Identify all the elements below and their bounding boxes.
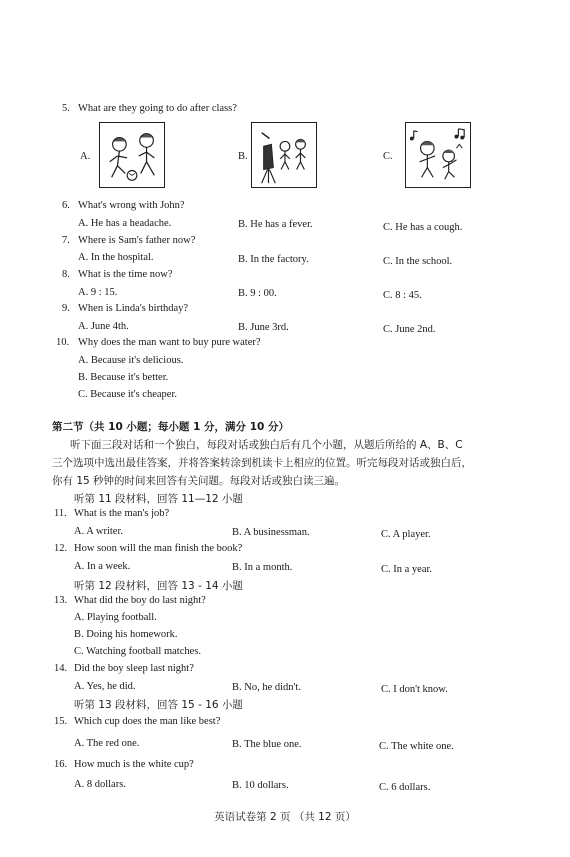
q10-option-a: A. Because it's delicious. (78, 355, 184, 366)
q10-option-b: B. Because it's better. (78, 372, 169, 383)
question-5-number: 5. (62, 103, 70, 114)
material-12-instruction: 听第 12 段材料，回答 13 - 14 小题 (74, 580, 243, 592)
q5-option-a-picture (99, 122, 165, 188)
question-7-text: Where is Sam's father now? (78, 235, 196, 246)
q5-option-c-letter: C. (383, 151, 393, 162)
q5-option-b-letter: B. (238, 151, 248, 162)
question-10-text: Why does the man want to buy pure water? (78, 337, 261, 348)
question-8-number: 8. (62, 269, 70, 280)
question-14-number: 14. (54, 663, 68, 674)
question-6-number: 6. (62, 200, 70, 211)
q8-option-c: C. 8 : 45. (383, 290, 422, 301)
question-11-text: What is the man's job? (74, 508, 170, 519)
q6-option-a: A. He has a headache. (78, 218, 172, 229)
question-12-text: How soon will the man finish the book? (74, 543, 243, 554)
q6-option-b: B. He has a fever. (238, 219, 313, 230)
q13-option-b: B. Doing his homework. (74, 629, 178, 640)
q13-option-a: A. Playing football. (74, 612, 157, 623)
q9-option-c: C. June 2nd. (383, 324, 436, 335)
question-14-text: Did the boy sleep last night? (74, 663, 194, 674)
q16-option-c: C. 6 dollars. (379, 782, 431, 793)
section-2-instructions-line-3: 你有 15 秒钟的时间来回答有关问题。每段对话或独白读三遍。 (52, 475, 346, 487)
question-7-number: 7. (62, 235, 70, 246)
question-16-text: How much is the white cup? (74, 759, 194, 770)
question-13-number: 13. (54, 595, 68, 606)
q12-option-b: B. In a month. (232, 562, 293, 573)
q14-option-b: B. No, he didn't. (232, 682, 301, 693)
question-16-number: 16. (54, 759, 68, 770)
question-6-text: What's wrong with John? (78, 200, 185, 211)
q16-option-a: A. 8 dollars. (74, 779, 126, 790)
q11-option-b: B. A businessman. (232, 527, 310, 538)
question-9-text: When is Linda's birthday? (78, 303, 189, 314)
question-15-text: Which cup does the man like best? (74, 716, 221, 727)
q13-option-c: C. Watching football matches. (74, 646, 201, 657)
q8-option-a: A. 9 : 15. (78, 287, 118, 298)
question-11-number: 11. (54, 508, 67, 519)
section-2-instructions-line-2: 三个选项中选出最佳答案，并将答案转涂到机读卡上相应的位置。听完每段对话或独白后， (52, 457, 472, 469)
question-9-number: 9. (62, 303, 70, 314)
q7-option-c: C. In the school. (383, 256, 453, 267)
q16-option-b: B. 10 dollars. (232, 780, 289, 791)
q7-option-a: A. In the hospital. (78, 252, 154, 263)
q11-option-a: A. A writer. (74, 526, 123, 537)
question-15-number: 15. (54, 716, 68, 727)
section-2-heading: 第二节（共 10 小题；每小题 1 分，满分 10 分） (52, 421, 289, 433)
q5-option-c-picture (405, 122, 471, 188)
question-5-text: What are they going to do after class? (78, 103, 237, 114)
material-11-instruction: 听第 11 段材料，回答 11—12 小题 (74, 493, 243, 505)
q9-option-b: B. June 3rd. (238, 322, 289, 333)
question-8-text: What is the time now? (78, 269, 173, 280)
q5-option-a-letter: A. (80, 151, 91, 162)
question-12-number: 12. (54, 543, 68, 554)
q15-option-a: A. The red one. (74, 738, 140, 749)
q9-option-a: A. June 4th. (78, 321, 129, 332)
section-2-instructions-line-1: 听下面三段对话和一个独白，每段对话或独白后有几个小题，从题后所给的 A、B、C (70, 439, 463, 451)
material-13-instruction: 听第 13 段材料，回答 15 - 16 小题 (74, 699, 243, 711)
q10-option-c: C. Because it's cheaper. (78, 389, 177, 400)
q15-option-b: B. The blue one. (232, 739, 302, 750)
q15-option-c: C. The white one. (379, 741, 454, 752)
page-footer: 英语试卷第 2 页 （共 12 页） (214, 811, 356, 823)
question-13-text: What did the boy do last night? (74, 595, 206, 606)
q14-option-a: A. Yes, he did. (74, 681, 136, 692)
q5-option-b-picture (251, 122, 317, 188)
q8-option-b: B. 9 : 00. (238, 288, 277, 299)
question-10-number: 10. (56, 337, 70, 348)
q11-option-c: C. A player. (381, 529, 431, 540)
q6-option-c: C. He has a cough. (383, 222, 463, 233)
q7-option-b: B. In the factory. (238, 254, 309, 265)
q14-option-c: C. I don't know. (381, 684, 448, 695)
q12-option-c: C. In a year. (381, 564, 433, 575)
q12-option-a: A. In a week. (74, 561, 131, 572)
